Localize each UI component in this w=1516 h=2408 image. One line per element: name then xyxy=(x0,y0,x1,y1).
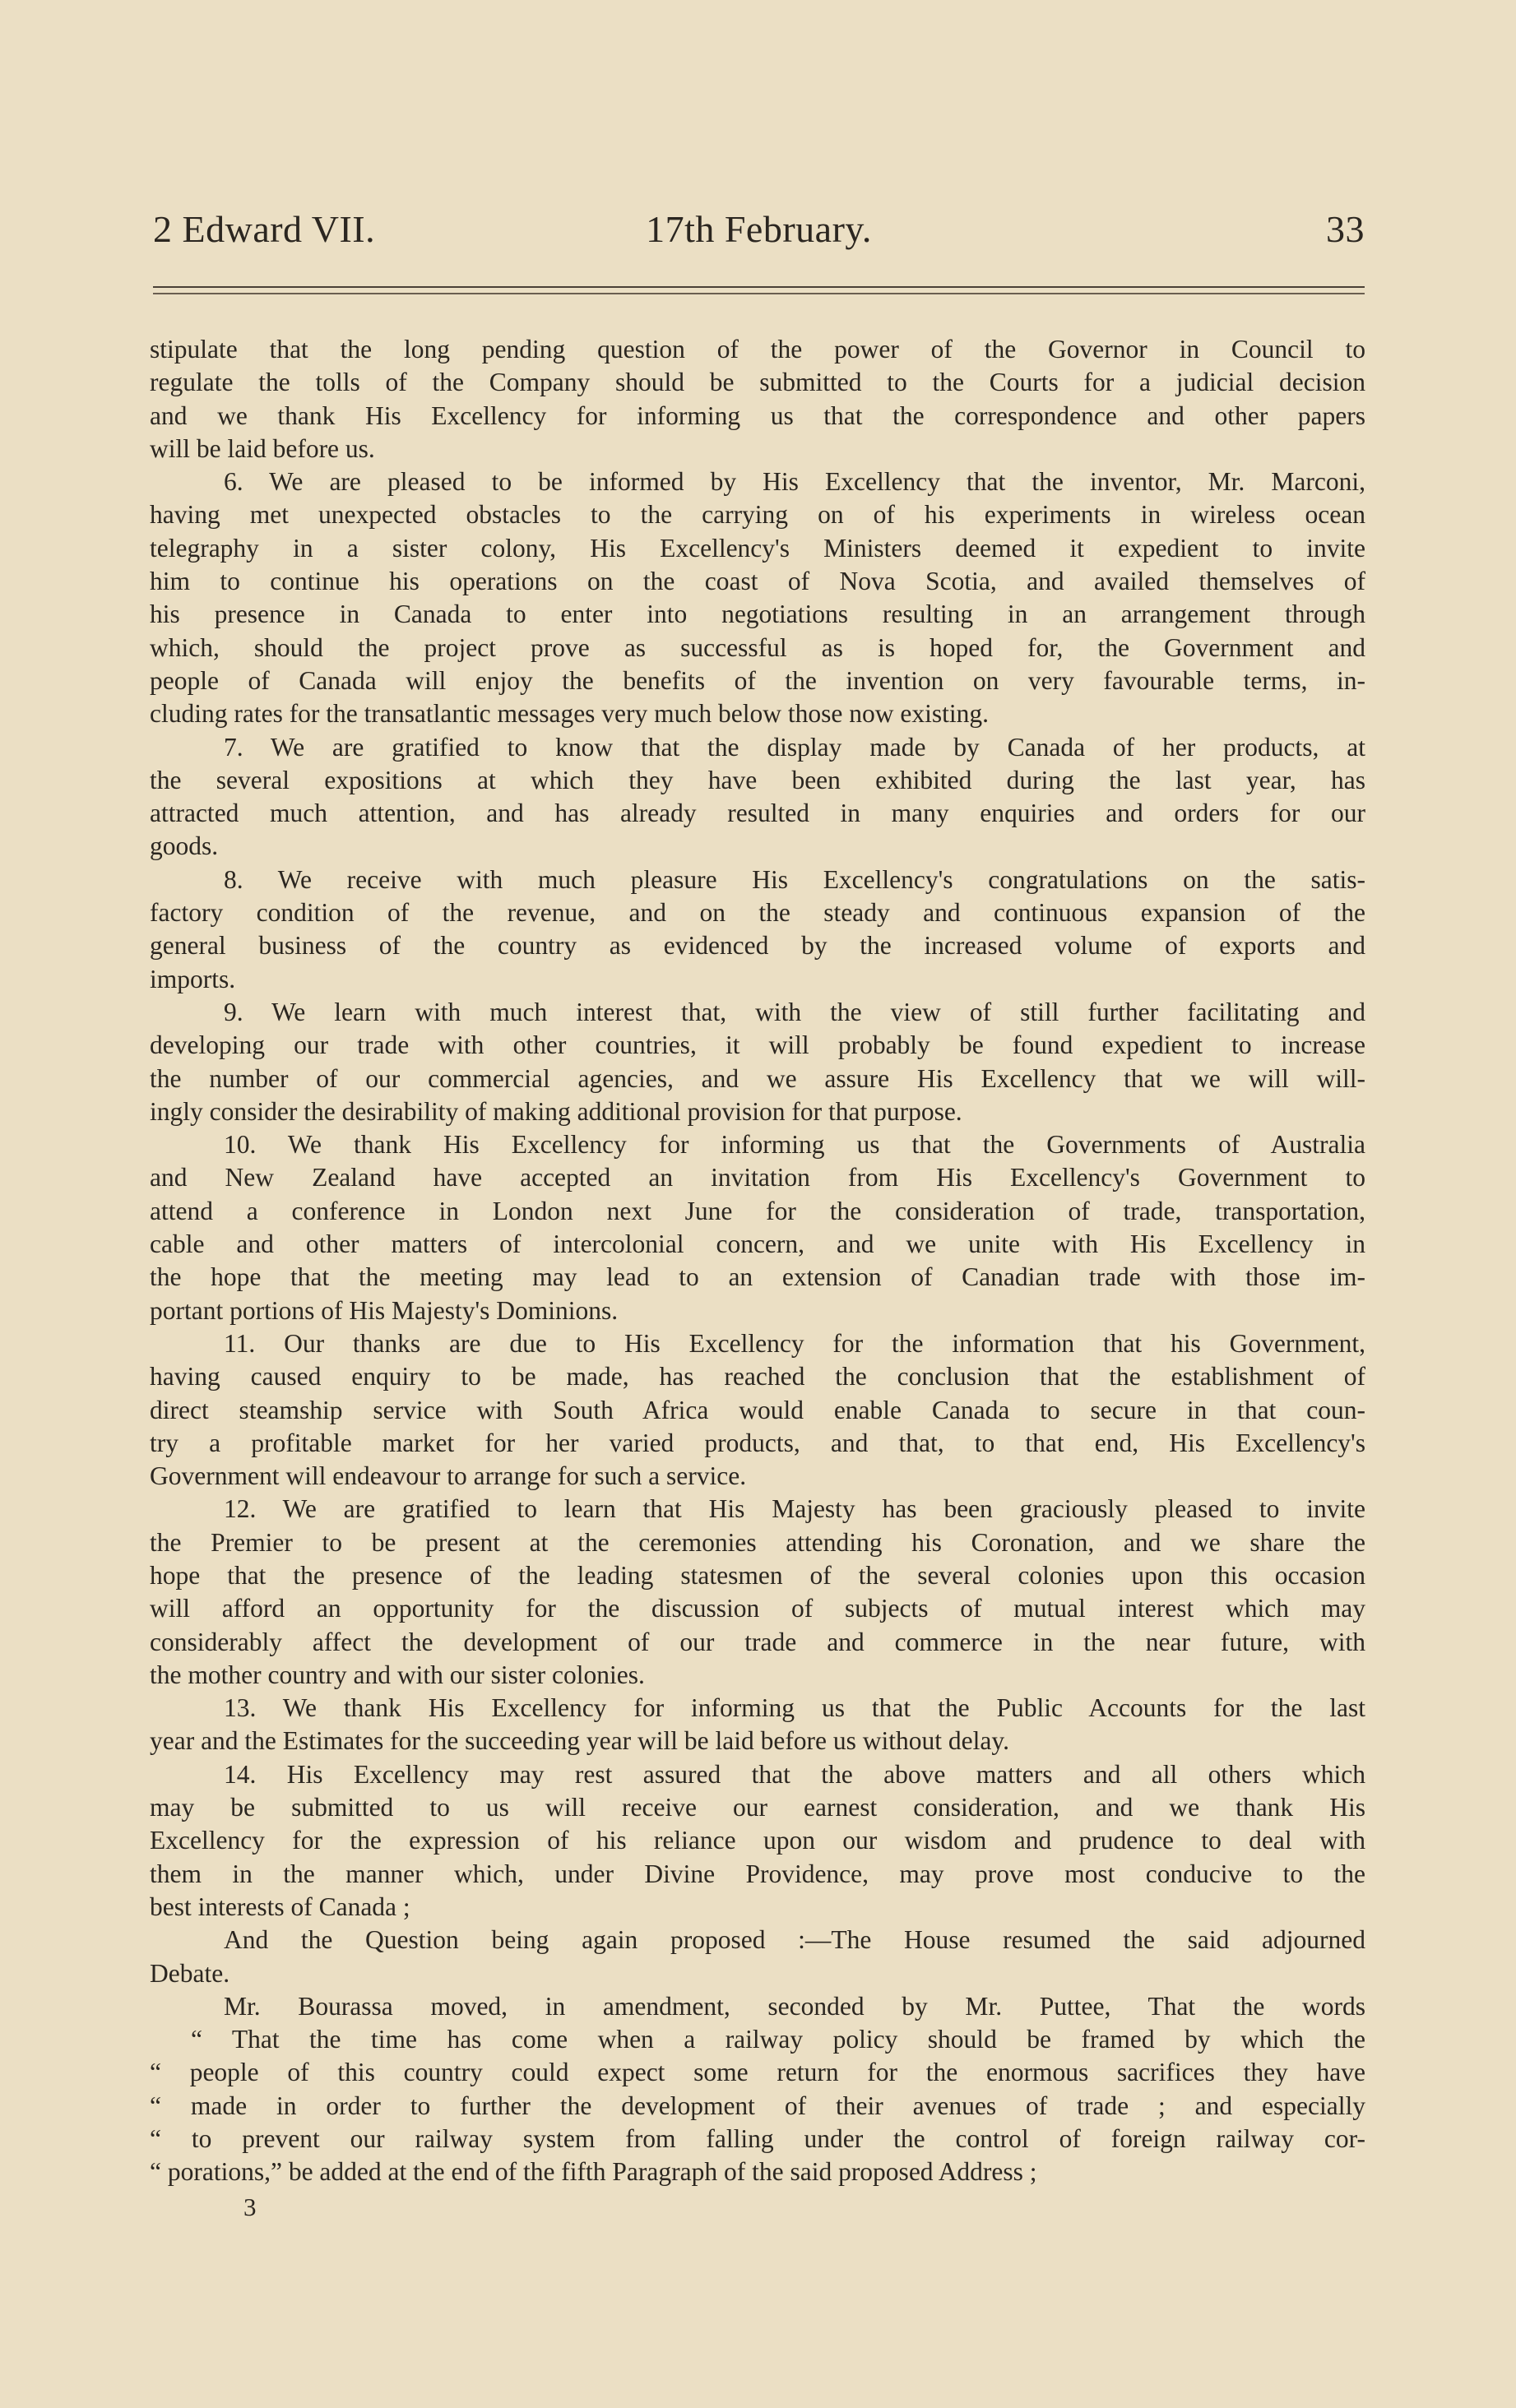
text-line: his presence in Canada to enter into negotiations resulting in an arrangement through xyxy=(150,600,1365,629)
paragraph-7-start: 7. We are gratified to know that the display made by Canada of her products, at xyxy=(224,732,1365,762)
text-line: direct steamship service with South Africa would enable Canada to secure in that coun- xyxy=(150,1395,1365,1424)
quoted-line: “ porations,” be added at the end of the fifth Paragraph of the said proposed Address ; xyxy=(150,2157,1037,2187)
text-line: stipulate that the long pending question of the power of the Governor in Council to xyxy=(150,335,1365,364)
paragraph-6-start: 6. We are pleased to be informed by His Excellency that the inventor, Mr. Marconi, xyxy=(224,467,1365,497)
text-line: may be submitted to us will receive our earnest consideration, and we thank His xyxy=(150,1793,1365,1822)
question-paragraph-start: And the Question being again proposed :—The House resumed the said adjourned xyxy=(224,1925,1365,1955)
page-number: 33 xyxy=(1326,208,1365,250)
text-line: the number of our commercial agencies, and we assure His Excellency that we will will- xyxy=(150,1063,1365,1093)
text-line: telegraphy in a sister colony, His Excellency's Ministers deemed it expedient to invite xyxy=(150,533,1365,563)
body-text xyxy=(150,333,1365,2189)
text-line: having met unexpected obstacles to the carrying on of his experiments in wireless ocean xyxy=(150,500,1365,530)
quoted-line: “ That the time has come when a railway policy should be framed by which the xyxy=(191,2025,1365,2054)
text-line: which, should the project prove as successful as is hoped for, the Government and xyxy=(150,632,1365,662)
text-line: the Premier to be present at the ceremonies attending his Coronation, and we share the xyxy=(150,1527,1365,1557)
text-line: cable and other matters of intercolonial concern, and we unite with His Excellency in xyxy=(150,1229,1365,1259)
text-line: Excellency for the expression of his reliance upon our wisdom and prudence to deal with xyxy=(150,1826,1365,1855)
text-line: attend a conference in London next June for the consideration of trade, transportation, xyxy=(150,1196,1365,1225)
paragraph-12-start: 12. We are gratified to learn that His Majesty has been graciously pleased to invite xyxy=(224,1494,1365,1524)
paragraph-9-start: 9. We learn with much interest that, with the view of still further facilitating and xyxy=(224,997,1365,1026)
text-line: Debate. xyxy=(150,1958,230,1988)
header-double-rule xyxy=(153,286,1365,298)
paragraph-8-start: 8. We receive with much pleasure His Excellency's congratulations on the satis- xyxy=(224,864,1365,894)
text-line: having caused enquiry to be made, has reached the conclusion that the establishment of xyxy=(150,1362,1365,1392)
text-line: will be laid before us. xyxy=(150,433,375,463)
text-line: portant portions of His Majesty's Dominions. xyxy=(150,1295,619,1325)
text-line: best interests of Canada ; xyxy=(150,1892,410,1921)
text-line: them in the manner which, under Divine Providence, may prove most conducive to the xyxy=(150,1859,1365,1888)
text-line: the mother country and with our sister colonies. xyxy=(150,1660,645,1689)
text-line: regulate the tolls of the Company should be submitted to the Courts for a judicial decision xyxy=(150,368,1365,397)
text-line: Government will endeavour to arrange for such a service. xyxy=(150,1461,747,1491)
paragraph-11-start: 11. Our thanks are due to His Excellency for the information that his Government, xyxy=(224,1328,1365,1358)
text-line: considerably affect the development of our trade and commerce in the near future, with xyxy=(150,1627,1365,1656)
quoted-line: “ to prevent our railway system from falling under the control of foreign railway cor- xyxy=(150,2124,1365,2154)
signature-mark: 3 xyxy=(243,2193,257,2221)
text-line: him to continue his operations on the coast of Nova Scotia, and availed themselves of xyxy=(150,567,1365,596)
text-line: and we thank His Excellency for informing us that the correspondence and other papers xyxy=(150,401,1365,430)
paragraph-13-start: 13. We thank His Excellency for informing us that the Public Accounts for the last xyxy=(224,1693,1365,1723)
quoted-line: “ made in order to further the development of their avenues of trade ; and especially xyxy=(150,2091,1365,2120)
quoted-line: “ people of this country could expect some return for the enormous sacrifices they have xyxy=(150,2058,1365,2087)
text-line: factory condition of the revenue, and on the steady and continuous expansion of the xyxy=(150,898,1365,928)
text-line: try a profitable market for her varied products, and that, to that end, His Excellency's xyxy=(150,1428,1365,1457)
text-line: general business of the country as evidenced by the increased volume of exports and xyxy=(150,931,1365,961)
header-regnal-year: 2 Edward VII. xyxy=(153,208,376,250)
text-line: people of Canada will enjoy the benefits of the invention on very favourable terms, in- xyxy=(150,665,1365,695)
text-line: hope that the presence of the leading statesmen of the several colonies upon this occasion xyxy=(150,1560,1365,1590)
text-line: attracted much attention, and has already resulted in many enquiries and orders for our xyxy=(150,799,1365,828)
text-line: the hope that the meeting may lead to an extension of Canadian trade with those im- xyxy=(150,1262,1365,1292)
text-line: cluding rates for the transatlantic messages very much below those now existing. xyxy=(150,699,989,729)
running-header xyxy=(153,207,1365,265)
text-line: will afford an opportunity for the discussion of subjects of mutual interest which may xyxy=(150,1594,1365,1623)
text-line: year and the Estimates for the succeeding year will be laid before us without delay. xyxy=(150,1726,1009,1756)
amendment-paragraph-start: Mr. Bourassa moved, in amendment, seconded by Mr. Puttee, That the words xyxy=(224,1991,1365,2021)
text-line: ingly consider the desirability of making additional provision for that purpose. xyxy=(150,1096,962,1126)
text-line: developing our trade with other countries, it will probably be found expedient to increase xyxy=(150,1030,1365,1060)
text-line: goods. xyxy=(150,831,219,861)
paragraph-10-start: 10. We thank His Excellency for informing us that the Governments of Australia xyxy=(224,1130,1365,1160)
paragraph-14-start: 14. His Excellency may rest assured that the above matters and all others which xyxy=(224,1759,1365,1789)
text-line: the several expositions at which they have been exhibited during the last year, has xyxy=(150,765,1365,794)
header-date: 17th February. xyxy=(646,208,872,250)
text-line: and New Zealand have accepted an invitation from His Excellency's Government to xyxy=(150,1163,1365,1192)
text-line: imports. xyxy=(150,964,236,993)
